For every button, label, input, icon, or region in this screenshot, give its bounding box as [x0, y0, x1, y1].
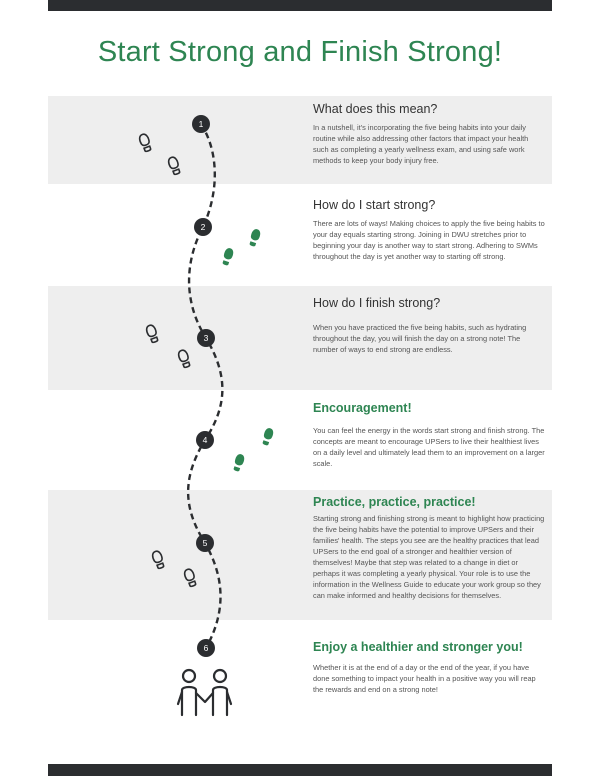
section-heading: How do I finish strong?	[313, 296, 441, 310]
section-step-3	[313, 296, 545, 355]
footprint-outline-icon	[145, 324, 191, 368]
bottom-bar	[48, 764, 552, 776]
section-heading: What does this mean?	[313, 102, 438, 116]
section-body: There are lots of ways! Making choices to apply the five being habits to your day equals starting strong. Joining in DWU stretches prior to beginning your day is another way to start strong. Adhering to SWMs throughout the day is yet another way to starting off strong.	[313, 219, 545, 261]
step-number-1: 1	[192, 115, 210, 133]
section-body: In a nutshell, it's incorporating the five being habits into your daily routine while also addressing other factors that impact your health such as completing a yearly wellness exam, and using safe work methods to keep your body injury free.	[313, 123, 529, 165]
step-number-2: 2	[194, 218, 212, 236]
footprint-green-icon	[221, 228, 262, 266]
footprint-green-icon	[232, 427, 275, 472]
people-icon	[178, 670, 231, 715]
step-number-6: 6	[197, 639, 215, 657]
section-body: Whether it is at the end of a day or the end of the year, if you have done something to impact your health in a positive way you will reap the rewards and end on a strong note!	[313, 663, 536, 694]
section-body: When you have practiced the five being habits, such as hydrating throughout the day, you will finish the day on a strong note! The number of ways to end strong are endless.	[313, 323, 527, 354]
section-heading: Encouragement!	[313, 401, 412, 415]
section-step-1	[313, 102, 545, 166]
step-number-5: 5	[196, 534, 214, 552]
dashed-route	[188, 124, 222, 648]
section-heading: Practice, practice, practice!	[313, 495, 476, 509]
footprint-outline-icon	[151, 550, 197, 587]
section-step-4	[313, 401, 545, 469]
footprint-outline-icon	[138, 133, 181, 175]
step-number-4: 4	[196, 431, 214, 449]
section-step-5	[313, 495, 545, 601]
section-step-2	[313, 198, 545, 262]
section-step-6	[313, 640, 545, 695]
section-body: Starting strong and finishing strong is meant to highlight how practicing the five being habits have the potential to improve UPSers and their families' health. The steps you see are the healthy practices that lead UPSers to the end goal of a stronger and healthier version of themselves! Maybe that step was related to a change in diet or perhaps it was completing a yearly physical. Your role is to use the information in the Wellness Guide to educate your work group so they can make informed and healthy decisions for themselves.	[313, 514, 545, 600]
section-body: You can feel the energy in the words start strong and finish strong. The concepts are meant to encourage UPSers to live their healthiest lives on a daily level and ultimately lead them to an improvement on a larger scale.	[313, 426, 545, 468]
page-title: Start Strong and Finish Strong!	[97, 36, 503, 68]
section-heading: Enjoy a healthier and stronger you!	[313, 640, 523, 654]
section-heading: How do I start strong?	[313, 198, 436, 212]
step-number-3: 3	[197, 329, 215, 347]
